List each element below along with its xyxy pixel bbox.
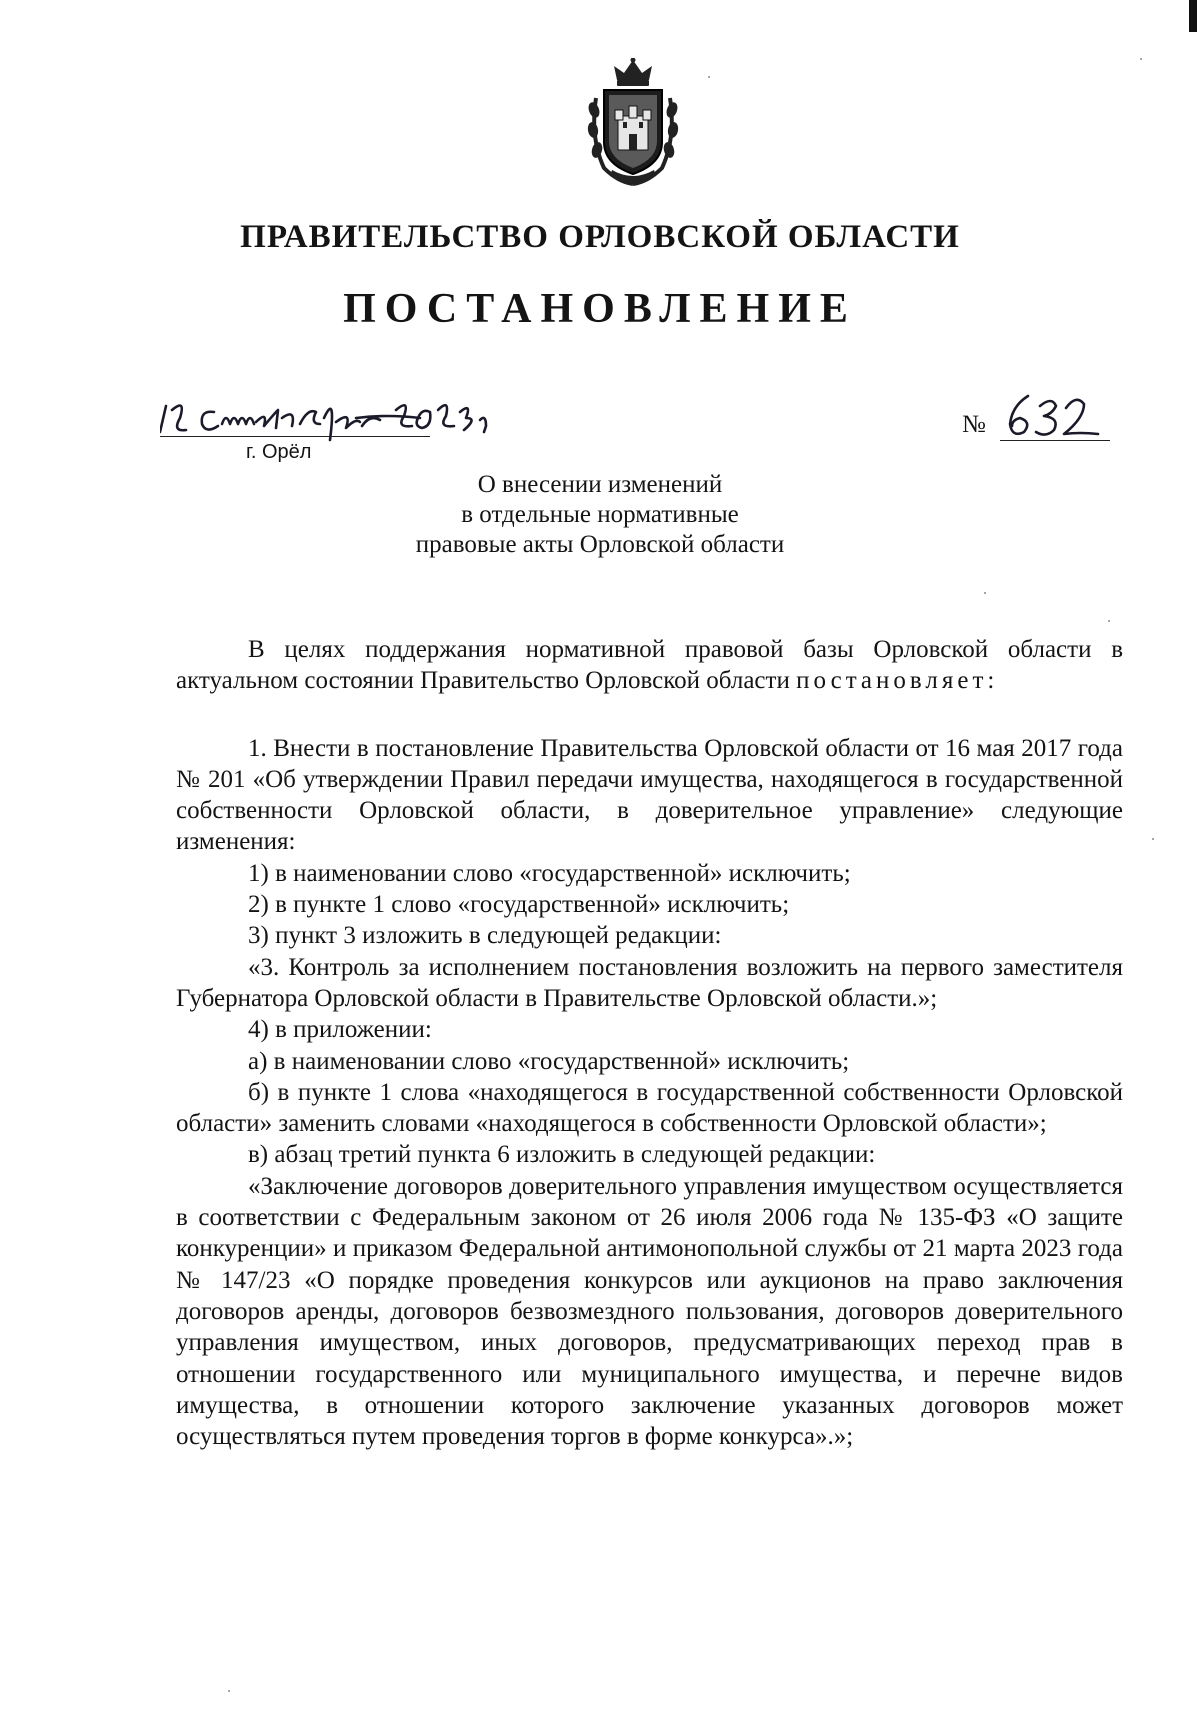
document-type-title: ПОСТАНОВЛЕНИЕ bbox=[343, 286, 857, 332]
preamble-paragraph bbox=[176, 634, 1123, 697]
preamble-text: В целях поддержания нормативной правовой базы Орловской области в актуальном состоянии Правительство Орловской области bbox=[176, 636, 1123, 695]
coat-of-arms-icon bbox=[584, 58, 682, 186]
subject-line: в отдельные нормативные bbox=[461, 501, 739, 528]
government-title: ПРАВИТЕЛЬСТВО ОРЛОВСКОЙ ОБЛАСТИ bbox=[240, 219, 960, 255]
scan-speck bbox=[984, 592, 986, 594]
body-paragraph: «3. Контроль за исполнением постановления возложить на первого заместителя Губернатора Орловской области в Правительстве Орловской области.»; bbox=[176, 953, 1123, 1012]
body-paragraph: 1. Внести в постановление Правительства Орловской области от 16 мая 2017 года № 201 «Об утверждении Правил передачи имущества, находящегося в государственной собственности Орловской области, в доверительное управление» следующие изменения: bbox=[176, 734, 1123, 856]
date-underline bbox=[160, 436, 430, 437]
document-body bbox=[176, 634, 1123, 1452]
document-subject bbox=[0, 470, 1200, 560]
body-paragraph: 1) в наименовании слово «государственной» исключить; bbox=[248, 859, 851, 887]
body-paragraph: «Заключение договоров доверительного управления имуществом осуществляется в соответствии с Федеральным законом от 26 июля 2006 года № 135-ФЗ «О защите конкуренции» и приказом Федеральной антимонопольной службы от 21 марта 2023 года № 147/23 «О порядке проведения конкурсов или аукционов на право заключения договоров аренды, договоров безвозмездного пользования, договоров доверительного управления имуществом, иных договоров, предусматривающих переход прав в отношении государственного или муниципального имущества, и перечне видов имущества, в отношении которого заключение указанных договоров может осуществляться путем проведения торгов в форме конкурса».»; bbox=[176, 1172, 1123, 1451]
scan-speck bbox=[708, 76, 710, 78]
subject-line: правовые акты Орловской области bbox=[415, 531, 785, 558]
handwritten-date bbox=[160, 388, 500, 448]
handwritten-number bbox=[1000, 388, 1110, 444]
preamble-verb: постановляет: bbox=[796, 667, 999, 695]
scan-speck bbox=[1108, 620, 1110, 622]
body-paragraph: 4) в приложении: bbox=[248, 1016, 432, 1044]
scan-speck bbox=[1140, 58, 1142, 60]
scan-speck bbox=[228, 1690, 230, 1692]
body-paragraph: 2) в пункте 1 слово «государственной» исключить; bbox=[248, 891, 790, 919]
body-paragraph: 3) пункт 3 изложить в следующей редакции: bbox=[248, 922, 722, 950]
number-underline bbox=[1000, 440, 1110, 441]
scan-edge-mark bbox=[1189, 0, 1197, 32]
body-paragraph: а) в наименовании слово «государственной» исключить; bbox=[248, 1047, 850, 1075]
number-label: № bbox=[962, 411, 986, 438]
subject-line: О внесении изменений bbox=[477, 471, 723, 498]
body-paragraph: в) абзац третий пункта 6 изложить в следующей редакции: bbox=[248, 1141, 876, 1169]
body-paragraph: б) в пункте 1 слова «находящегося в государственной собственности Орловской области» заменить словами «находящегося в собственности Орловской области»; bbox=[176, 1078, 1123, 1138]
city-label: г. Орёл bbox=[246, 441, 312, 463]
scan-speck bbox=[1152, 838, 1154, 840]
